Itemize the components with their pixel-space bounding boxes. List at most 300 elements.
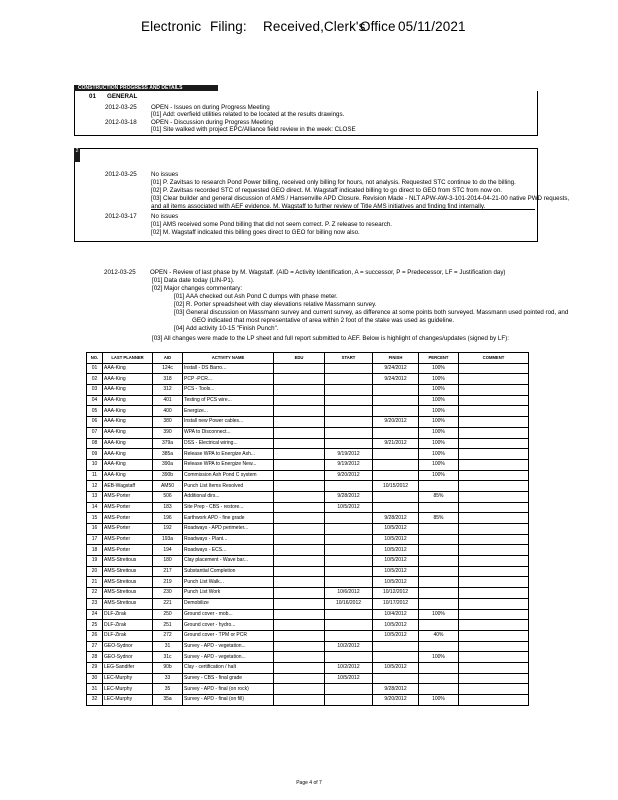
entry-line: OPEN - Discussion during Progress Meeting: [151, 119, 274, 126]
table-cell: [419, 481, 459, 492]
table-cell: 100%: [419, 695, 459, 706]
table-cell: 29: [87, 662, 103, 673]
table-cell: [459, 620, 529, 631]
table-cell: [325, 417, 373, 428]
table-cell: [459, 630, 529, 641]
table-cell: AAA-King: [103, 395, 153, 406]
table-cell: 9/28/2012: [373, 684, 419, 695]
table-cell: 40%: [419, 630, 459, 641]
section-2-marker: [74, 148, 80, 162]
table-cell: Install new Power cables...: [183, 417, 274, 428]
table-cell: AMS-Streitous: [103, 577, 153, 588]
table-cell: [419, 588, 459, 599]
table-row: [87, 641, 529, 652]
table-header-row: [87, 353, 529, 364]
table-row: [87, 673, 529, 684]
table-cell: 05: [87, 406, 103, 417]
table-cell: Survey - APD - vegetation...: [183, 641, 274, 652]
table-cell: Roadways - Plant...: [183, 534, 274, 545]
table-cell: 12: [87, 481, 103, 492]
table-cell: 9/19/2012: [325, 459, 373, 470]
table-cell: [325, 620, 373, 631]
table-cell: AMS-Streitous: [103, 556, 153, 567]
table-cell: [459, 491, 529, 502]
table-cell: 9/24/2012: [373, 363, 419, 374]
header-date: 05/11/2021: [398, 19, 466, 34]
table-cell: [373, 385, 419, 396]
table-cell: [274, 609, 325, 620]
section-1: [74, 85, 538, 136]
table-cell: [274, 449, 325, 460]
table-row: [87, 609, 529, 620]
entry-subline: [01] AAA checked out Ash Pond C dumps with phase meter.: [174, 293, 338, 300]
table-cell: [325, 556, 373, 567]
table-cell: AEB-Wagstaff: [103, 481, 153, 492]
table-cell: [274, 556, 325, 567]
table-cell: 30: [87, 673, 103, 684]
table-row: [87, 545, 529, 556]
col-header: EDU: [274, 353, 325, 364]
table-cell: AAA-King: [103, 449, 153, 460]
table-cell: [274, 566, 325, 577]
table-cell: [459, 662, 529, 673]
col-header: COMMENT: [459, 353, 529, 364]
table-cell: [419, 641, 459, 652]
table-body: [87, 363, 529, 705]
table-cell: [459, 470, 529, 481]
table-row: [87, 438, 529, 449]
entry-line: OPEN - Review of last phase by M. Wagstaff. (AID = Activity Identification, A = successor, P = Predecessor, LF = Justification day): [150, 269, 506, 276]
table-cell: [459, 641, 529, 652]
entry-date: 2012-03-25: [105, 104, 137, 111]
table-cell: 230: [153, 588, 183, 599]
table-cell: Ground cover - hydro...: [183, 620, 274, 631]
table-cell: [459, 427, 529, 438]
table-cell: [274, 438, 325, 449]
entry-date: 2012-03-17: [105, 213, 137, 220]
table-cell: Testing of PCS wire...: [183, 395, 274, 406]
table-cell: [373, 459, 419, 470]
table-cell: 312: [153, 385, 183, 396]
table-cell: AMS-Porter: [103, 545, 153, 556]
table-cell: [419, 534, 459, 545]
table-cell: 380: [153, 417, 183, 428]
table-cell: AMS-Streitous: [103, 588, 153, 599]
section-1-box: [74, 91, 538, 136]
table-cell: 9/24/2012: [373, 374, 419, 385]
table-cell: AAA-King: [103, 417, 153, 428]
table-cell: 390: [153, 427, 183, 438]
entry-line: No issues: [151, 171, 179, 178]
table-row: [87, 449, 529, 460]
table-cell: [459, 577, 529, 588]
table-cell: Survey - APD - vegetation...: [183, 652, 274, 663]
table-cell: [419, 566, 459, 577]
table-cell: 10/5/2012: [373, 566, 419, 577]
col-header: START: [325, 353, 373, 364]
entry-date: 2012-03-25: [104, 269, 136, 276]
table-cell: AMS-Porter: [103, 502, 153, 513]
table-cell: [459, 524, 529, 535]
table-cell: [325, 577, 373, 588]
table-cell: 20: [87, 566, 103, 577]
table-cell: 10/6/2012: [325, 588, 373, 599]
table-cell: [373, 406, 419, 417]
table-cell: [459, 374, 529, 385]
table-cell: 07: [87, 427, 103, 438]
entry-subline: [04] Add activity 10-15 "Finish Punch".: [174, 325, 279, 332]
table-cell: [274, 374, 325, 385]
table-cell: 100%: [419, 438, 459, 449]
table-row: [87, 459, 529, 470]
table-cell: [459, 566, 529, 577]
table-cell: 26: [87, 630, 103, 641]
table-row: [87, 684, 529, 695]
table-cell: 217: [153, 566, 183, 577]
table-cell: 400: [153, 406, 183, 417]
table-cell: [325, 684, 373, 695]
table-cell: PCS - Tools...: [183, 385, 274, 396]
table-cell: 10/5/2012: [373, 630, 419, 641]
table-row: [87, 577, 529, 588]
table-cell: 192: [153, 524, 183, 535]
section-1-bar-label: CONSTRUCTION PROGRESS AND DETAILS: [78, 85, 183, 91]
section-2-box: [74, 148, 570, 242]
table-cell: [325, 481, 373, 492]
entry-line: OPEN - Issues on during Progress Meeting: [151, 104, 270, 111]
table-cell: AMS-Porter: [103, 534, 153, 545]
table-cell: Install - DS Barro...: [183, 363, 274, 374]
table-row: [87, 417, 529, 428]
header-filing: Filing:: [210, 19, 247, 34]
entry-subline: [03] General discussion on Massmann survey and current survey, as difference at some points both surveyed. Massmann used pointed rod, and: [174, 309, 569, 316]
table-row: [87, 481, 529, 492]
table-cell: 196: [153, 513, 183, 524]
table-cell: [325, 545, 373, 556]
table-row: [87, 363, 529, 374]
col-header: FINISH: [373, 353, 419, 364]
table-cell: 13: [87, 491, 103, 502]
table-cell: 90b: [153, 662, 183, 673]
table-cell: AM50: [153, 481, 183, 492]
table-row: [87, 491, 529, 502]
table-cell: [274, 662, 325, 673]
table-row: [87, 395, 529, 406]
table-cell: [274, 630, 325, 641]
table-cell: [459, 406, 529, 417]
table-cell: 32: [87, 695, 103, 706]
divider: [151, 209, 535, 210]
table-cell: 23: [87, 598, 103, 609]
table-cell: 221: [153, 598, 183, 609]
table-cell: 01: [87, 363, 103, 374]
table-cell: [274, 545, 325, 556]
table-cell: [325, 566, 373, 577]
table-cell: AAA-King: [103, 470, 153, 481]
table-cell: [274, 534, 325, 545]
table-cell: [459, 545, 529, 556]
table-cell: 10/5/2012: [325, 502, 373, 513]
table-cell: [459, 449, 529, 460]
table-cell: 09: [87, 449, 103, 460]
table-cell: [325, 406, 373, 417]
table-cell: [325, 385, 373, 396]
table-cell: [274, 620, 325, 631]
table-cell: 272: [153, 630, 183, 641]
table-cell: 9/19/2012: [325, 449, 373, 460]
table-cell: 100%: [419, 449, 459, 460]
table-cell: [274, 417, 325, 428]
table-cell: [373, 491, 419, 502]
table-row: [87, 427, 529, 438]
col-header: NO.: [87, 353, 103, 364]
table-cell: Site Prep - CBS - restore...: [183, 502, 274, 513]
table-cell: 22: [87, 588, 103, 599]
table-cell: 100%: [419, 374, 459, 385]
table-cell: 16: [87, 524, 103, 535]
table-cell: AMS-Porter: [103, 513, 153, 524]
table-row: [87, 502, 529, 513]
table-row: [87, 534, 529, 545]
table-cell: [274, 395, 325, 406]
table-cell: [274, 524, 325, 535]
table-cell: 18: [87, 545, 103, 556]
table-row: [87, 374, 529, 385]
entry-subline: GEO indicated that most representative of area within 2 foot of the stake was used as guideline.: [192, 317, 455, 324]
table-row: [87, 598, 529, 609]
table-cell: Punch List Work: [183, 588, 274, 599]
section-1-num: 01: [89, 93, 96, 100]
table-cell: 10/2/2012: [325, 641, 373, 652]
table-cell: 250: [153, 609, 183, 620]
section-3: [74, 265, 569, 350]
table-cell: [419, 673, 459, 684]
table-cell: Commission Ash Pond C system: [183, 470, 274, 481]
table-cell: 193a: [153, 534, 183, 545]
table-row: [87, 406, 529, 417]
table-cell: 100%: [419, 406, 459, 417]
page-number: Page 4 of 7: [296, 780, 322, 786]
table-cell: [373, 470, 419, 481]
table-cell: 194: [153, 545, 183, 556]
table-cell: 31c: [153, 652, 183, 663]
table-cell: [274, 385, 325, 396]
table-cell: 14: [87, 502, 103, 513]
table-cell: [419, 684, 459, 695]
table-cell: [419, 524, 459, 535]
table-cell: [459, 556, 529, 567]
table-row: [87, 513, 529, 524]
entry-line: [01] AMS received some Pond billing that did not seem correct. P. Z release to research.: [151, 221, 392, 228]
table-cell: [419, 662, 459, 673]
table-cell: 08: [87, 438, 103, 449]
table-cell: AAA-King: [103, 427, 153, 438]
table-cell: [419, 545, 459, 556]
table-cell: 85%: [419, 491, 459, 502]
table-cell: [373, 641, 419, 652]
table-cell: 100%: [419, 417, 459, 428]
table-cell: [459, 598, 529, 609]
table-cell: Survey - APD - final (on rock): [183, 684, 274, 695]
table-cell: 10/5/2012: [373, 534, 419, 545]
table-cell: 21: [87, 577, 103, 588]
table-cell: 15: [87, 513, 103, 524]
header-received: Received,Clerk's: [263, 19, 366, 34]
table-cell: 33: [153, 673, 183, 684]
table-cell: 35: [153, 684, 183, 695]
table-cell: Clay - certification / halt: [183, 662, 274, 673]
table-cell: AMS-Streitous: [103, 598, 153, 609]
table-cell: 401: [153, 395, 183, 406]
table-cell: [459, 395, 529, 406]
table-cell: 10/15/2012: [373, 481, 419, 492]
table-cell: 10/17/2012: [373, 598, 419, 609]
table-cell: [274, 641, 325, 652]
table-cell: LEC-Murphy: [103, 695, 153, 706]
table-cell: AAA-King: [103, 385, 153, 396]
table-cell: 10/5/2012: [373, 662, 419, 673]
col-header: LAST PLANNER: [103, 353, 153, 364]
table-cell: [274, 673, 325, 684]
table-cell: 9/20/2012: [373, 417, 419, 428]
table-cell: 03: [87, 385, 103, 396]
table-cell: [274, 406, 325, 417]
table-cell: AMS-Streitous: [103, 566, 153, 577]
table-cell: Clay placement - Wave bar...: [183, 556, 274, 567]
table-cell: [373, 502, 419, 513]
table-cell: 506: [153, 491, 183, 502]
table-cell: 390b: [153, 470, 183, 481]
table-cell: [325, 438, 373, 449]
table-cell: [325, 524, 373, 535]
table-cell: [325, 652, 373, 663]
table-row: [87, 385, 529, 396]
table-cell: [274, 695, 325, 706]
table-cell: 10/16/2012: [325, 598, 373, 609]
table-cell: DSS - Electrical wiring...: [183, 438, 274, 449]
table-row: [87, 662, 529, 673]
table-cell: [274, 577, 325, 588]
table-cell: Punch List Items Resolved: [183, 481, 274, 492]
table-cell: [274, 502, 325, 513]
table-cell: 10/5/2012: [373, 556, 419, 567]
table-cell: [459, 652, 529, 663]
table-cell: [459, 673, 529, 684]
entry-date: 2012-03-25: [105, 171, 137, 178]
table-cell: DLF-Zirak: [103, 620, 153, 631]
table-cell: 100%: [419, 385, 459, 396]
table-cell: DLF-Zirak: [103, 630, 153, 641]
table-cell: 100%: [419, 609, 459, 620]
table-cell: 9/21/2012: [373, 438, 419, 449]
table-cell: [325, 427, 373, 438]
table-cell: AMS-Porter: [103, 491, 153, 502]
table-cell: Punch List Walk...: [183, 577, 274, 588]
section-2-marker-label: 2: [75, 148, 79, 154]
entry-line: [02] Major changes commentary:: [152, 285, 243, 292]
table-row: [87, 695, 529, 706]
section-1-heading: GENERAL: [107, 93, 138, 100]
table-cell: Roadways - ECS...: [183, 545, 274, 556]
table-cell: LEC-Murphy: [103, 673, 153, 684]
table-cell: 06: [87, 417, 103, 428]
table-cell: 25: [87, 620, 103, 631]
table-cell: 385a: [153, 449, 183, 460]
table-row: [87, 524, 529, 535]
table-cell: [274, 652, 325, 663]
activity-table: [86, 352, 529, 706]
table-cell: GEO-Sydnor: [103, 641, 153, 652]
entry-line: No issues: [151, 213, 179, 220]
table-cell: [459, 513, 529, 524]
activity-table-wrap: [86, 352, 529, 706]
table-cell: [325, 534, 373, 545]
table-cell: 379a: [153, 438, 183, 449]
table-cell: [274, 684, 325, 695]
header-office: Office: [360, 19, 396, 34]
table-row: [87, 588, 529, 599]
table-cell: 9/20/2012: [373, 695, 419, 706]
table-cell: 11: [87, 470, 103, 481]
table-cell: 100%: [419, 395, 459, 406]
table-cell: Ground cover - TPM or PCR: [183, 630, 274, 641]
table-cell: [419, 556, 459, 567]
table-cell: Substantial Completion: [183, 566, 274, 577]
table-cell: DLF-Zirak: [103, 609, 153, 620]
table-row: [87, 630, 529, 641]
table-cell: [419, 598, 459, 609]
table-cell: 27: [87, 641, 103, 652]
table-cell: AMS-Porter: [103, 524, 153, 535]
table-row: [87, 566, 529, 577]
col-header: PERCENT: [419, 353, 459, 364]
entry-line: and all items associated with AEF evidence. M. Wagstaff to further review of Title AMS initiatives and finding find internally.: [151, 203, 486, 210]
table-cell: Release WPA to Energize Ash...: [183, 449, 274, 460]
section-2: [74, 148, 570, 242]
table-cell: AAA-King: [103, 374, 153, 385]
table-cell: [274, 363, 325, 374]
table-cell: 9/28/2012: [325, 491, 373, 502]
table-cell: 10/12/2012: [373, 588, 419, 599]
entry-line: [01] Add: overfield utilities related to be located at the results drawings.: [151, 111, 345, 118]
table-cell: [459, 481, 529, 492]
table-cell: 31: [87, 684, 103, 695]
table-cell: 24: [87, 609, 103, 620]
table-cell: [373, 652, 419, 663]
table-cell: [419, 502, 459, 513]
table-cell: [325, 609, 373, 620]
table-cell: [419, 620, 459, 631]
table-cell: 100%: [419, 470, 459, 481]
table-cell: Demobilize: [183, 598, 274, 609]
table-cell: [373, 449, 419, 460]
table-cell: AAA-King: [103, 438, 153, 449]
table-row: [87, 556, 529, 567]
table-cell: 219: [153, 577, 183, 588]
table-cell: [274, 513, 325, 524]
entry-subline: [02] R. Porter spreadsheet with clay elevations relative Massmann survey.: [174, 301, 377, 308]
table-cell: 100%: [419, 427, 459, 438]
table-cell: [325, 630, 373, 641]
table-cell: Additional dirs...: [183, 491, 274, 502]
table-cell: 318: [153, 374, 183, 385]
table-cell: 10/5/2012: [325, 673, 373, 684]
table-cell: 183: [153, 502, 183, 513]
col-header: AID: [153, 353, 183, 364]
table-cell: AAA-King: [103, 406, 153, 417]
table-cell: [419, 577, 459, 588]
table-cell: 9/20/2012: [325, 470, 373, 481]
